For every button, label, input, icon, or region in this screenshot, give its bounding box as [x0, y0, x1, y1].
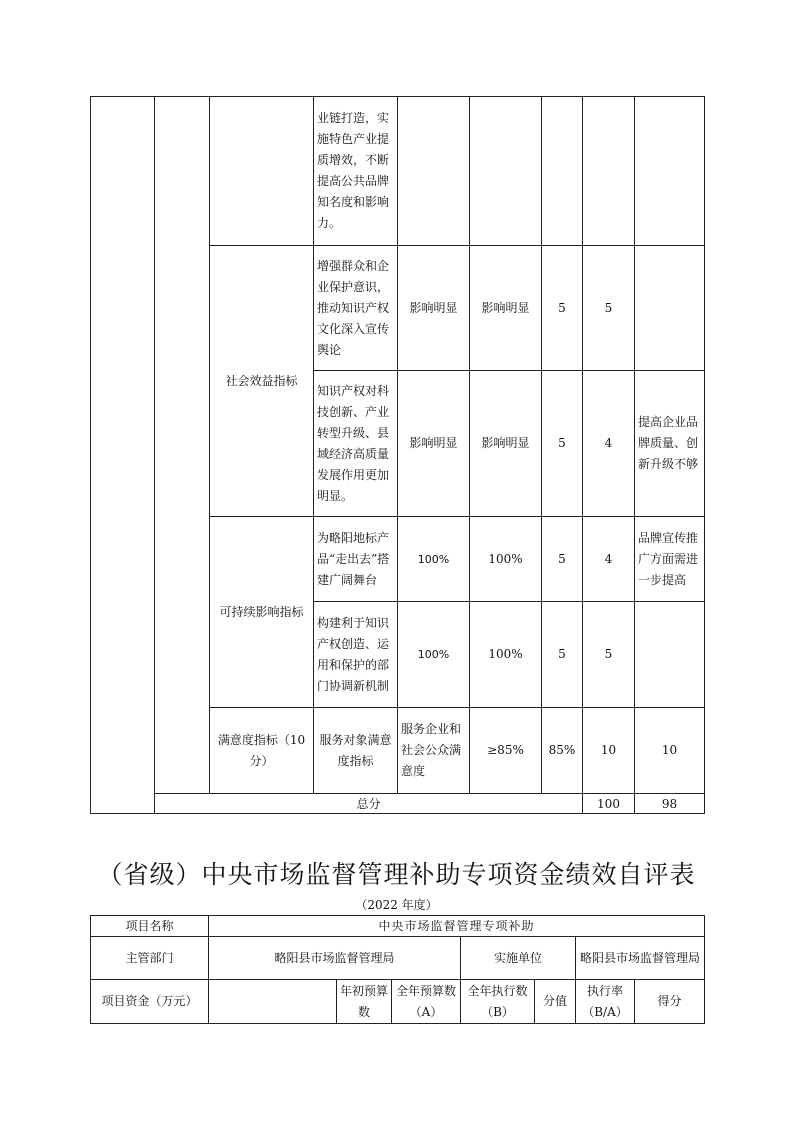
impl-value: 略阳县市场监督管理局 [576, 937, 705, 980]
impl-label: 实施单位 [461, 937, 576, 980]
score-value: 4 [583, 371, 635, 517]
note-value: 提高企业品牌质量、创新升级不够 [635, 371, 705, 517]
actual-value: 影响明显 [470, 371, 542, 517]
indicator-content: 构建利于知识产权创造、运用和保护的部门协调新机制 [314, 602, 398, 708]
indicator-content: 业链打造，实施特色产业提质增效，不断提高公共品牌知名度和影响力。 [314, 97, 398, 246]
score-value: 5 [583, 246, 635, 371]
performance-table-continued [90, 96, 705, 814]
col-exec-rate: 执行率（B/A） [576, 980, 635, 1024]
target-value: 影响明显 [398, 246, 470, 371]
weight-value: 5 [542, 371, 583, 517]
actual-value: 85% [542, 708, 583, 794]
satisfaction-sub-label: 服务对象满意度指标 [314, 708, 398, 794]
score-value: 10 [635, 708, 705, 794]
total-score: 98 [635, 794, 705, 814]
year-label: （2022 年度） [355, 898, 438, 912]
actual-value: 影响明显 [470, 246, 542, 371]
score-value: 4 [583, 517, 635, 602]
indicator-content: 增强群众和企业保护意识，推动知识产权文化深入宣传舆论 [314, 246, 398, 371]
project-name-label: 项目名称 [91, 916, 209, 937]
target-value: ≥85% [470, 708, 542, 794]
dept-value: 略阳县市场监督管理局 [209, 937, 461, 980]
category-cell [91, 97, 155, 814]
total-weight: 100 [583, 794, 635, 814]
note-value [635, 246, 705, 371]
indicator-content: 知识产权对科技创新、产业转型升级、县域经济高质量发展作用更加明显。 [314, 371, 398, 517]
weight-value: 5 [542, 602, 583, 708]
indicator-content: 为略阳地标产品“走出去”搭建广阔舞台 [314, 517, 398, 602]
target-value: 100% [398, 602, 470, 708]
section-title: （省级）中央市场监督管理补助专项资金绩效自评表 [97, 860, 696, 889]
total-label: 总分 [155, 794, 583, 814]
project-name: 中央市场监督管理专项补助 [209, 916, 705, 937]
score-value: 5 [583, 602, 635, 708]
sustainable-impact-label: 可持续影响指标 [210, 517, 314, 708]
col-initial-budget: 年初预算数 [337, 980, 392, 1024]
weight-value: 10 [583, 708, 635, 794]
social-benefit-label: 社会效益指标 [210, 246, 314, 517]
actual-value: 100% [470, 517, 542, 602]
dept-label: 主管部门 [91, 937, 209, 980]
satisfaction-label: 满意度指标（10分） [210, 708, 314, 794]
weight-value: 5 [542, 517, 583, 602]
target-value: 影响明显 [398, 371, 470, 517]
note-value [635, 602, 705, 708]
col-annual-budget: 全年预算数（A） [392, 980, 461, 1024]
self-evaluation-table [90, 915, 705, 1024]
note-value: 品牌宣传推广方面需进一步提高 [635, 517, 705, 602]
target-value: 100% [398, 517, 470, 602]
col-weight: 分值 [535, 980, 576, 1024]
col-annual-exec: 全年执行数（B） [461, 980, 535, 1024]
indicator-content: 服务企业和社会公众满意度 [398, 708, 470, 794]
indicator-name-cell [210, 97, 314, 246]
actual-value: 100% [470, 602, 542, 708]
weight-value: 5 [542, 246, 583, 371]
fund-label: 项目资金（万元） [91, 980, 209, 1024]
subcategory-cell [155, 97, 210, 794]
col-score: 得分 [635, 980, 705, 1024]
